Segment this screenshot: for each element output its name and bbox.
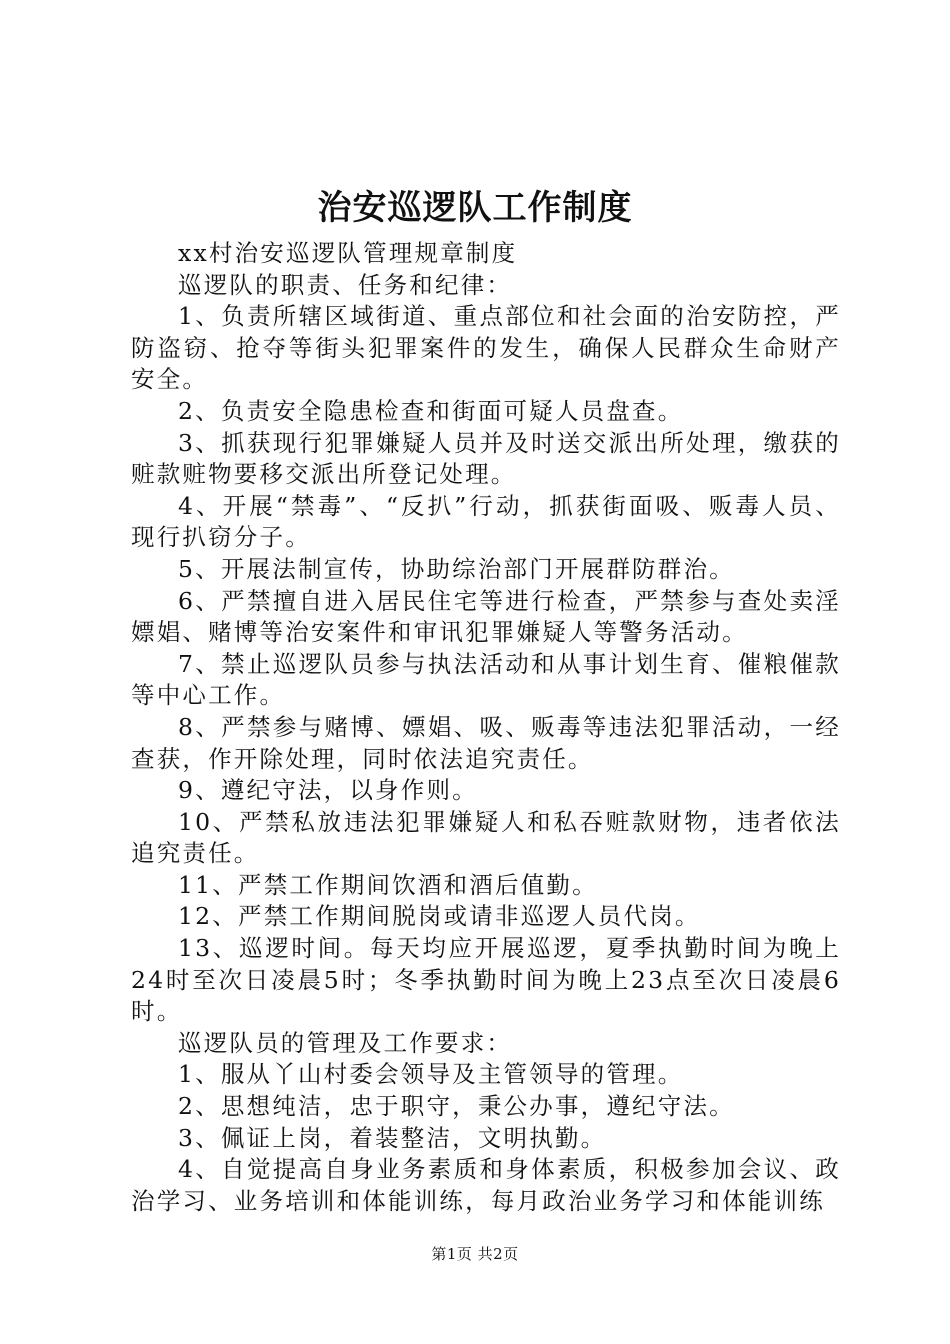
duty-item-10: 10、严禁私放违法犯罪嫌疑人和私吞赃款财物，违者依法追究责任。 <box>131 807 841 868</box>
duty-item-3: 3、抓获现行犯罪嫌疑人员并及时送交派出所处理，缴获的赃款赃物要移交派出所登记处理。 <box>131 428 841 489</box>
duty-item-11: 11、严禁工作期间饮酒和酒后值勤。 <box>178 870 598 899</box>
duty-item-8: 8、严禁参与赌博、嫖娼、吸、贩毒等违法犯罪活动，一经查获，作开除处理，同时依法追究责任。 <box>131 712 841 773</box>
duty-item-12: 12、严禁工作期间脱岗或请非巡逻人员代岗。 <box>178 902 701 931</box>
duty-item-1: 1、负责所辖区域街道、重点部位和社会面的治安防控，严防盗窃、抢夺等街头犯罪案件的发生，确保人民群众生命财产安全。 <box>131 302 841 394</box>
document-title: 治安巡逻队工作制度 <box>317 188 633 228</box>
requirement-item-1: 1、服从丫山村委会领导及主管领导的管理。 <box>178 1060 684 1089</box>
duty-item-4: 4、开展“禁毒”、“反扒”行动，抓获街面吸、贩毒人员、现行扒窃分子。 <box>131 491 841 552</box>
duty-item-13: 13、巡逻时间。每天均应开展巡逻，夏季执勤时间为晚上24时至次日凌晨5时；冬季执勤时间为晚上23点至次日凌晨6时。 <box>131 934 841 1026</box>
requirement-item-4: 4、自觉提高自身业务素质和身体素质，积极参加会议、政治学习、业务培训和体能训练，每月政治业务学习和体能训练 <box>131 1155 841 1215</box>
section-heading-management: 巡逻队员的管理及工作要求： <box>178 1028 513 1057</box>
page-number-footer: 第1页 共2页 <box>431 1245 519 1263</box>
section-heading-duties: 巡逻队的职责、任务和纪律： <box>178 270 513 299</box>
requirement-item-3: 3、佩证上岗，着装整洁，文明执勤。 <box>178 1123 607 1152</box>
document-body <box>131 238 841 1217</box>
duty-item-7: 7、禁止巡逻队员参与执法活动和从事计划生育、催粮催款等中心工作。 <box>131 649 841 710</box>
requirement-item-2: 2、思想纯洁，忠于职守，秉公办事，遵纪守法。 <box>178 1092 735 1121</box>
paragraph-heading: xx村治安巡逻队管理规章制度 <box>178 239 518 267</box>
duty-item-5: 5、开展法制宣传，协助综治部门开展群防群治。 <box>178 554 735 583</box>
duty-item-2: 2、负责安全隐患检查和街面可疑人员盘查。 <box>178 396 684 425</box>
duty-item-6: 6、严禁擅自进入居民住宅等进行检查，严禁参与查处卖淫嫖娼、赌博等治安案件和审讯犯罪嫌疑人等警务活动。 <box>131 586 841 647</box>
duty-item-9: 9、遵纪守法，以身作则。 <box>178 776 478 805</box>
